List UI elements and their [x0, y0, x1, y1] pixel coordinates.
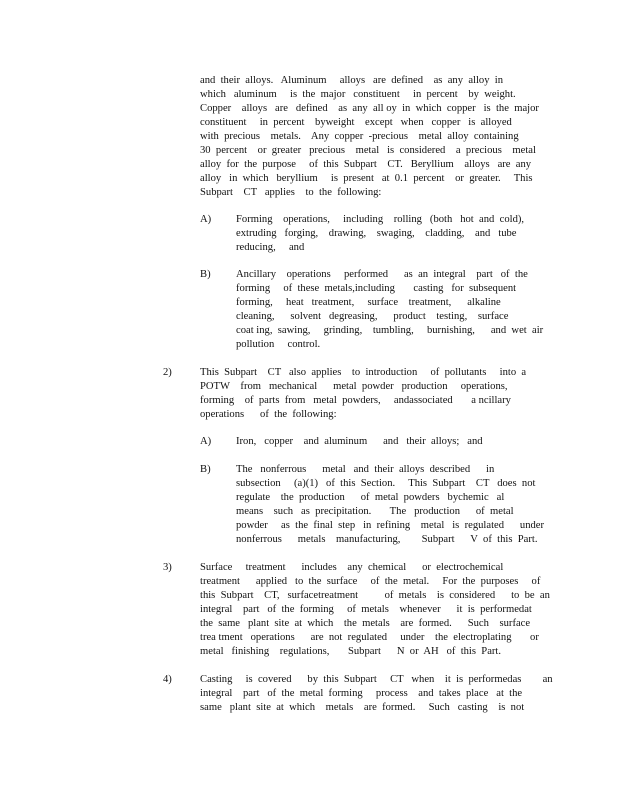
item-label: A) [200, 214, 212, 225]
section-number: 3) [163, 562, 172, 573]
text-line: Copper alloys are defined as any all oy in which copper is the major [200, 103, 539, 114]
text-line: means such as precipitation. The production of metal [236, 506, 514, 517]
text-line: reducing, and [236, 242, 305, 253]
text-line: metal finishing regulations, Subpart N or AH of this Part. [200, 646, 502, 657]
text-line: The nonferrous metal and their alloys described in [236, 464, 495, 475]
item-label: B) [200, 269, 211, 280]
text-line: which aluminum is the major constituent in percent by weight. [200, 89, 516, 100]
section-number: 4) [163, 674, 172, 685]
text-line: forming, heat treatment, surface treatment, alkaline [236, 297, 501, 308]
item-label: B) [200, 464, 211, 475]
text-line: constituent in percent byweight except when copper is alloyed [200, 117, 512, 128]
text-line: Subpart CT applies to the following: [200, 187, 382, 198]
text-line: Ancillary operations performed as an integral part of the [236, 269, 528, 280]
text-line: integral part of the metal forming process and takes place at the [200, 688, 523, 699]
text-line: trea tment operations are not regulated under the electroplating or [200, 632, 539, 643]
text-line: alloy in which beryllium is present at 0.1 percent or greater. This [200, 173, 533, 184]
text-line: operations of the following: [200, 409, 337, 420]
item-label: A) [200, 436, 212, 447]
text-line: and their alloys. Aluminum alloys are defined as any alloy in [200, 75, 504, 86]
text-line: powder as the final step in refining metal is regulated under [236, 520, 545, 531]
text-line: subsection (a)(1) of this Section. This Subpart CT does not [236, 478, 536, 489]
text-line: treatment applied to the surface of the metal. For the purposes of [200, 576, 541, 587]
text-line: with precious metals. Any copper -precious metal alloy containing [200, 131, 519, 142]
text-line: alloy for the purpose of this Subpart CT. Beryllium alloys are any [200, 159, 532, 170]
text-line: Iron, copper and aluminum and their alloys; and [236, 436, 483, 447]
text-line: forming of parts from metal powders, andassociated a ncillary [200, 395, 511, 406]
text-line: the same plant site at which the metals are formed. Such surface [200, 618, 531, 629]
text-line: Surface treatment includes any chemical or electrochemical [200, 562, 504, 573]
text-line: cleaning, solvent degreasing, product testing, surface [236, 311, 509, 322]
text-line: 30 percent or greater precious metal is considered a precious metal [200, 145, 536, 156]
text-line: extruding forging, drawing, swaging, cladding, and tube [236, 228, 517, 239]
text-line: same plant site at which metals are formed. Such casting is not [200, 702, 525, 713]
text-line: forming of these metals,including casting for subsequent [236, 283, 517, 294]
text-line: This Subpart CT also applies to introduction of pollutants into a [200, 367, 527, 378]
text-line: integral part of the forming of metals whenever it is performedat [200, 604, 532, 615]
text-line: this Subpart CT, surfacetreatment of metals is considered to be an [200, 590, 550, 601]
text-line: POTW from mechanical metal powder production operations, [200, 381, 508, 392]
section-number: 2) [163, 367, 172, 378]
text-line: coat ing, sawing, grinding, tumbling, burnishing, and wet air [236, 325, 544, 336]
text-line: pollution control. [236, 339, 321, 350]
text-line: Forming operations, including rolling (both hot and cold), [236, 214, 525, 225]
text-line: regulate the production of metal powders bychemic al [236, 492, 505, 503]
text-line: Casting is covered by this Subpart CT when it is performedas an [200, 674, 553, 685]
text-line: nonferrous metals manufacturing, Subpart V of this Part. [236, 534, 538, 545]
